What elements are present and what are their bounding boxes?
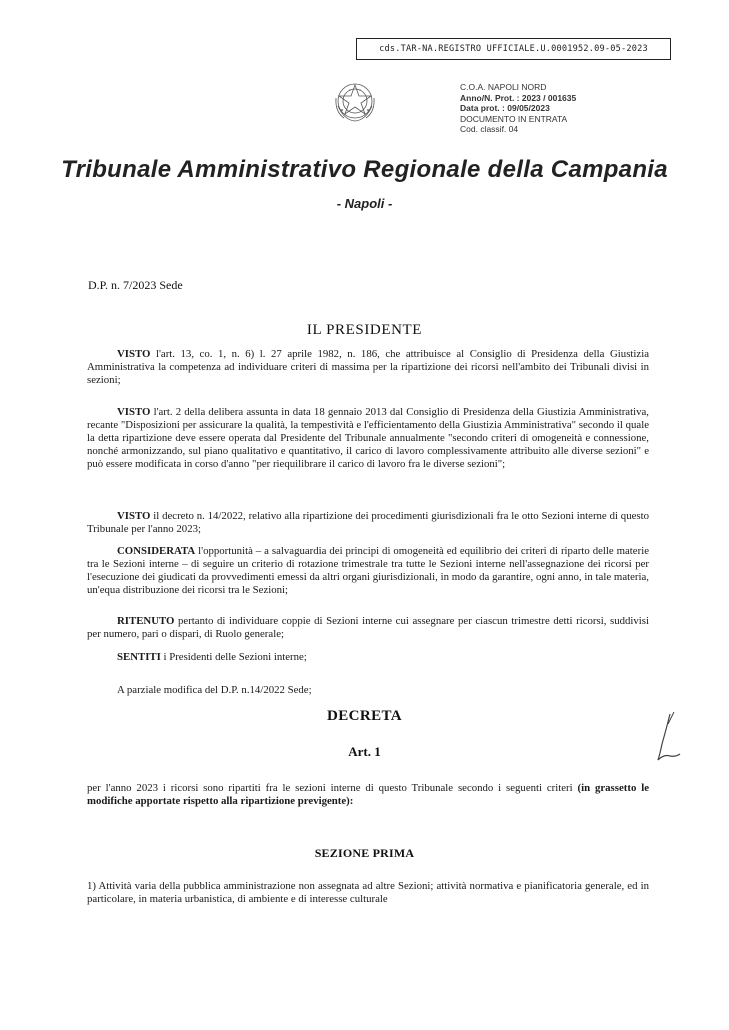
protocol-cod-label: Cod. classif. bbox=[460, 124, 507, 134]
article-heading: Art. 1 bbox=[348, 744, 381, 759]
decree-number: D.P. n. 7/2023 Sede bbox=[88, 278, 183, 292]
recital-text: l'art. 2 della delibera assunta in data 18 gennaio 2013 dal Consiglio di Presidenza della Giustizia Amministrativa, recante "Disposizioni per assicurare la qualità, la tempestività e l'efficientamento della Giustizia Amministrativa" secondo il quale la detta ripartizione deve essere operata dal Presidente del Tribunale annualmente "secondo criteri di omogeneità e connessione, nonché armonizzando, sul piano qualitativo e quantitativo, il carico di lavoro complessivamente attribuito alle diverse sezioni" e può essere modificata in corso d'anno "per riequilibrare il carico di lavoro fra le diverse sezioni"; bbox=[87, 406, 649, 470]
tribunal-subtitle: - Napoli - bbox=[336, 196, 393, 211]
criteria-paragraph bbox=[87, 782, 649, 808]
protocol-cod-value: 04 bbox=[508, 124, 519, 134]
signature-mark-icon bbox=[640, 710, 690, 770]
recital-text: A parziale modifica del D.P. n.14/2022 Sede; bbox=[117, 684, 312, 696]
recital-paragraph bbox=[87, 510, 649, 536]
recital-keyword: RITENUTO bbox=[117, 615, 175, 627]
protocol-stamp bbox=[460, 82, 576, 135]
recital-text: il decreto n. 14/2022, relativo alla ripartizione dei procedimenti giurisdizionali fra le otto Sezioni interne di questo Tribunale per l'anno 2023; bbox=[87, 510, 649, 535]
recital-keyword: VISTO bbox=[117, 510, 151, 522]
recital-paragraph bbox=[87, 615, 649, 641]
recital-paragraph bbox=[87, 684, 649, 697]
recital-text: l'art. 13, co. 1, n. 6) l. 27 aprile 1982, n. 186, che attribuisce al Consiglio di Presidenza della Giustizia Amministrativa la competenza ad individuare criteri di massima per la ripartizione dei ricorsi nell'ambito dei Tribunali divisi in sezioni; bbox=[87, 348, 649, 386]
protocol-anno-label: Anno/N. Prot. : bbox=[460, 92, 520, 103]
protocol-anno-value: 2023 / 001635 bbox=[521, 92, 577, 103]
recital-paragraph bbox=[87, 348, 649, 387]
republic-emblem-icon bbox=[330, 76, 380, 126]
recital-text: pertanto di individuare coppie di Sezioni interne cui assegnare per ciascun trimestre detti ricorsi, suddivisi per numero, pari o dispari, di Ruolo generale; bbox=[87, 615, 649, 640]
recital-text: l'opportunità – a salvaguardia dei principi di omogeneità ed equilibrio dei criteri di riparto delle materie tra le Sezioni interne – di seguire un criterio di rotazione trimestrale tra tutte le Sezioni interne nell'assegnazione dei ricorsi per l'esecuzione dei giudicati da provvedimenti emessi da altri organi giurisdizionali, in modo da garantire, ogni anno, in tale materia, un'equa distribuzione dei ricorsi tra le Sezioni; bbox=[87, 545, 649, 596]
recital-paragraph bbox=[87, 651, 649, 664]
section-heading: SEZIONE PRIMA bbox=[314, 846, 415, 860]
recital-paragraph bbox=[87, 545, 649, 597]
recital-keyword: SENTITI bbox=[117, 651, 161, 663]
recital-paragraph bbox=[87, 406, 649, 471]
criteria-bold-note: (in grassetto le modifiche apportate rispetto alla ripartizione previgente): bbox=[87, 782, 649, 807]
criteria-text: per l'anno 2023 i ricorsi sono ripartiti fra le sezioni interne di questo Tribunale secondo i seguenti criteri bbox=[87, 782, 578, 794]
protocol-data-value: 09/05/2023 bbox=[507, 103, 550, 113]
recital-keyword: VISTO bbox=[117, 348, 151, 360]
tribunal-title: Tribunale Amministrativo Regionale della Campania bbox=[61, 156, 668, 183]
recital-text: i Presidenti delle Sezioni interne; bbox=[160, 651, 307, 663]
section-item: 1) Attività varia della pubblica amministrazione non assegnata ad altre Sezioni; attività normativa e pianificatoria generale, ed in particolare, in materia urbanistica, di ambiente e di interesse culturale bbox=[87, 880, 649, 905]
recital-keyword: VISTO bbox=[117, 406, 151, 418]
recital-keyword: CONSIDERATA bbox=[117, 545, 196, 557]
registry-stamp: cds.TAR-NA.REGISTRO UFFICIALE.U.0001952.09-05-2023 bbox=[356, 38, 671, 60]
protocol-data-label: Data prot. : bbox=[460, 103, 505, 113]
president-heading: IL PRESIDENTE bbox=[306, 322, 423, 338]
decreta-heading: DECRETA bbox=[326, 708, 403, 724]
protocol-doc-type: DOCUMENTO IN ENTRATA bbox=[460, 113, 568, 124]
protocol-office: C.O.A. NAPOLI NORD bbox=[460, 82, 547, 92]
